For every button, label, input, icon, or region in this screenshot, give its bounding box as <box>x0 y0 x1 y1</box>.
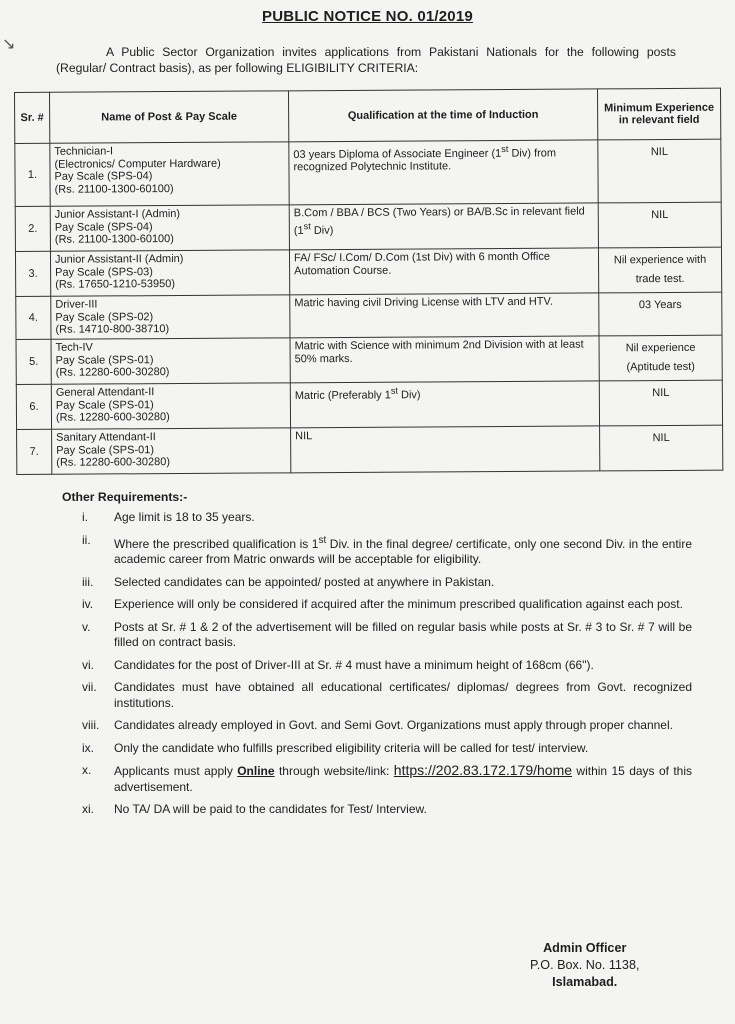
requirement-item <box>62 575 692 591</box>
requirement-text: Candidates already employed in Govt. and Semi Govt. Organizations must apply through proper channel. <box>114 718 673 732</box>
requirement-text-part: within 15 days of this advertisement. <box>114 764 693 794</box>
post-line: (Rs. 12280-600-30280) <box>55 411 170 424</box>
qualification-text: NIL <box>295 430 313 443</box>
other-requirements <box>62 490 692 825</box>
post-line: Junior Assistant-II (Admin) <box>54 252 184 266</box>
experience-line: 03 Years <box>638 298 682 312</box>
requirement-number: vi. <box>82 657 94 672</box>
row-sr: 3. <box>15 251 50 296</box>
table-row <box>16 292 722 339</box>
post-line: General Attendant-II <box>55 386 155 399</box>
requirement-number: ii. <box>82 532 91 547</box>
qualification-text: B.Com / BBA / BCS (Two Years) or BA/B.Sc in relevant field (1 <box>293 205 585 237</box>
requirement-text: Candidates for the post of Driver-III at Sr. # 4 must have a minimum height of 168cm (66"). <box>114 657 594 672</box>
po-box: P.O. Box. No. 1138, <box>530 958 640 972</box>
header-post: Name of Post & Pay Scale <box>50 91 289 143</box>
row-post <box>51 295 290 339</box>
post-line: (Rs. 12280-600-30280) <box>56 456 171 469</box>
qualification-text: Matric having civil Driving License with LTV and HTV. <box>294 295 553 310</box>
row-experience <box>599 335 722 381</box>
requirement-item <box>62 741 692 757</box>
requirement-item <box>62 763 692 795</box>
post-line: Pay Scale (SPS-04) <box>54 170 153 183</box>
qualification-text: Div) <box>397 389 421 402</box>
table-row <box>16 380 722 429</box>
row-post <box>51 383 290 429</box>
requirement-text <box>114 533 692 568</box>
signature-city: Islamabad. <box>552 975 618 989</box>
row-qualification <box>289 203 598 250</box>
requirement-text: Experience will only be considered if acquired after the minimum prescribed qualification against each post. <box>114 597 683 611</box>
row-post <box>51 338 290 384</box>
requirement-number: v. <box>82 619 91 634</box>
requirement-text <box>114 763 692 795</box>
requirement-item <box>62 510 692 526</box>
table-body <box>15 139 723 474</box>
table-row <box>16 335 722 384</box>
qualification-text: 03 years Diploma of Associate Engineer (1 <box>293 147 502 161</box>
requirement-item <box>62 658 692 674</box>
requirement-item <box>62 802 692 818</box>
requirement-text: Candidates must have obtained all educational certificates/ diplomas/ degrees from Govt. recognized institutions. <box>114 680 692 710</box>
qualification-text: Div) from recognized Polytechnic Institute. <box>293 147 557 174</box>
table-row <box>15 202 721 251</box>
row-experience <box>599 292 722 336</box>
row-experience <box>598 247 721 293</box>
requirement-text: Posts at Sr. # 1 & 2 of the advertisement will be filled on regular basis while posts at Sr. # 3 to Sr. # 7 will be filled on contract basis. <box>114 619 692 649</box>
qualification-text: Matric with Science with minimum 2nd Division with at least 50% marks. <box>294 338 584 365</box>
other-requirements-heading: Other Requirements:- <box>62 490 188 504</box>
qualification-text: Matric (Preferably 1 <box>294 389 391 402</box>
requirement-number: viii. <box>82 718 100 732</box>
row-post <box>50 250 289 296</box>
row-sr: 7. <box>17 429 52 474</box>
requirement-number: iv. <box>82 597 94 611</box>
qualification-superscript: st <box>303 220 311 231</box>
post-line: (Rs. 17650-1210-53950) <box>55 278 176 291</box>
post-line: Pay Scale (SPS-02) <box>55 310 154 324</box>
signatory-title: Admin Officer <box>543 941 627 955</box>
experience-line: trade test. <box>635 272 685 285</box>
post-line: Pay Scale (SPS-03) <box>55 265 153 279</box>
intro-text: A Public Sector Organization invites applications from Pakistani Nationals for the following posts (Regular/ Contract basis), as per following ELIGIBILITY CRITERIA: <box>56 45 676 75</box>
experience-line: Nil experience <box>625 341 696 355</box>
row-sr: 5. <box>16 339 51 384</box>
row-post <box>50 205 289 251</box>
row-qualification <box>290 336 599 383</box>
post-line: Technician-I <box>54 145 114 158</box>
requirement-item <box>62 718 692 734</box>
post-line: (Electronics/ Computer Hardware) <box>54 157 221 171</box>
row-sr: 2. <box>15 206 50 251</box>
row-experience <box>599 380 722 426</box>
requirement-text: Only the candidate who fulfills prescribed eligibility criteria will be called for test/ interview. <box>114 740 589 755</box>
experience-line: NIL <box>652 432 670 445</box>
requirement-number: iii. <box>82 574 94 589</box>
row-experience <box>598 202 721 248</box>
application-link[interactable]: https://202.83.172.179/home <box>393 762 573 778</box>
header-sr: Sr. # <box>15 92 50 143</box>
qualification-text: Div) <box>310 224 334 237</box>
requirement-text-part: Where the prescribed qualification is 1 <box>114 536 319 551</box>
requirement-text-part: through website/link: <box>274 764 394 778</box>
experience-line: NIL <box>650 146 668 159</box>
scan-mark-icon: ↘ <box>2 36 16 53</box>
qualification-superscript: st <box>501 143 509 155</box>
row-sr: 1. <box>15 143 50 206</box>
row-sr: 6. <box>16 384 51 429</box>
requirement-text: No TA/ DA will be paid to the candidates for Test/ Interview. <box>114 802 427 816</box>
row-qualification <box>291 426 600 473</box>
post-line: (Rs. 21100-1300-60100) <box>54 182 174 196</box>
experience-line: NIL <box>652 387 670 400</box>
table-row <box>17 425 723 474</box>
requirement-item <box>62 533 692 568</box>
row-qualification <box>289 248 598 295</box>
requirement-text: Age limit is 18 to 35 years. <box>114 510 255 524</box>
row-qualification <box>290 381 599 428</box>
table-header-row <box>15 88 721 143</box>
post-line: Sanitary Attendant-II <box>56 431 156 444</box>
requirement-item <box>62 620 692 651</box>
post-line: Driver-III <box>55 298 98 311</box>
post-line: Tech-IV <box>55 341 93 354</box>
header-experience: Minimum Experience in relevant field <box>597 88 720 140</box>
post-line: (Rs. 21100-1300-60100) <box>54 233 174 246</box>
experience-line: Nil experience with <box>613 253 707 267</box>
requirement-text: Selected candidates can be appointed/ posted at anywhere in Pakistan. <box>114 574 495 589</box>
post-line: Pay Scale (SPS-01) <box>55 353 154 367</box>
requirement-number: i. <box>82 510 88 524</box>
requirement-superscript: st <box>318 534 327 546</box>
experience-line: NIL <box>651 209 669 222</box>
experience-line: (Aptitude test) <box>626 360 695 373</box>
qualification-text: FA/ FSc/ I.Com/ D.Com (1st Div) with 6 month Office Automation Course. <box>293 250 550 277</box>
row-experience <box>600 425 723 471</box>
requirement-number: vii. <box>82 680 97 694</box>
online-emphasis: Online <box>237 764 275 778</box>
post-line: Junior Assistant-I (Admin) <box>54 207 181 221</box>
post-line: (Rs. 12280-600-30280) <box>55 366 170 379</box>
requirement-number: x. <box>82 763 92 777</box>
requirement-item <box>62 680 692 711</box>
requirement-number: xi. <box>82 802 94 816</box>
signature-block <box>530 940 639 991</box>
row-sr: 4. <box>16 296 51 339</box>
notice-title: PUBLIC NOTICE NO. 01/2019 <box>262 8 473 25</box>
row-qualification <box>289 140 598 205</box>
posts-table <box>14 88 723 475</box>
requirement-text-part: Div. in the final degree/ certificate, only one second Div. in the entire academic career from Matric onwards will be acceptable for eligibility. <box>114 536 692 566</box>
row-post <box>50 142 289 206</box>
header-qualification: Qualification at the time of Induction <box>288 89 597 142</box>
requirement-text-part: Applicants must apply <box>114 764 238 778</box>
qualification-superscript: st <box>390 385 398 396</box>
post-line: (Rs. 14710-800-38710) <box>55 323 170 336</box>
table-row <box>15 247 721 296</box>
intro-paragraph <box>56 44 676 76</box>
table-row <box>15 139 721 206</box>
row-post <box>52 428 291 474</box>
post-line: Pay Scale (SPS-01) <box>56 443 155 457</box>
post-line: Pay Scale (SPS-01) <box>55 398 154 412</box>
requirement-item <box>62 597 692 613</box>
row-qualification <box>290 293 599 338</box>
post-line: Pay Scale (SPS-04) <box>54 220 153 234</box>
row-experience <box>598 139 721 203</box>
requirement-number: ix. <box>82 740 94 755</box>
